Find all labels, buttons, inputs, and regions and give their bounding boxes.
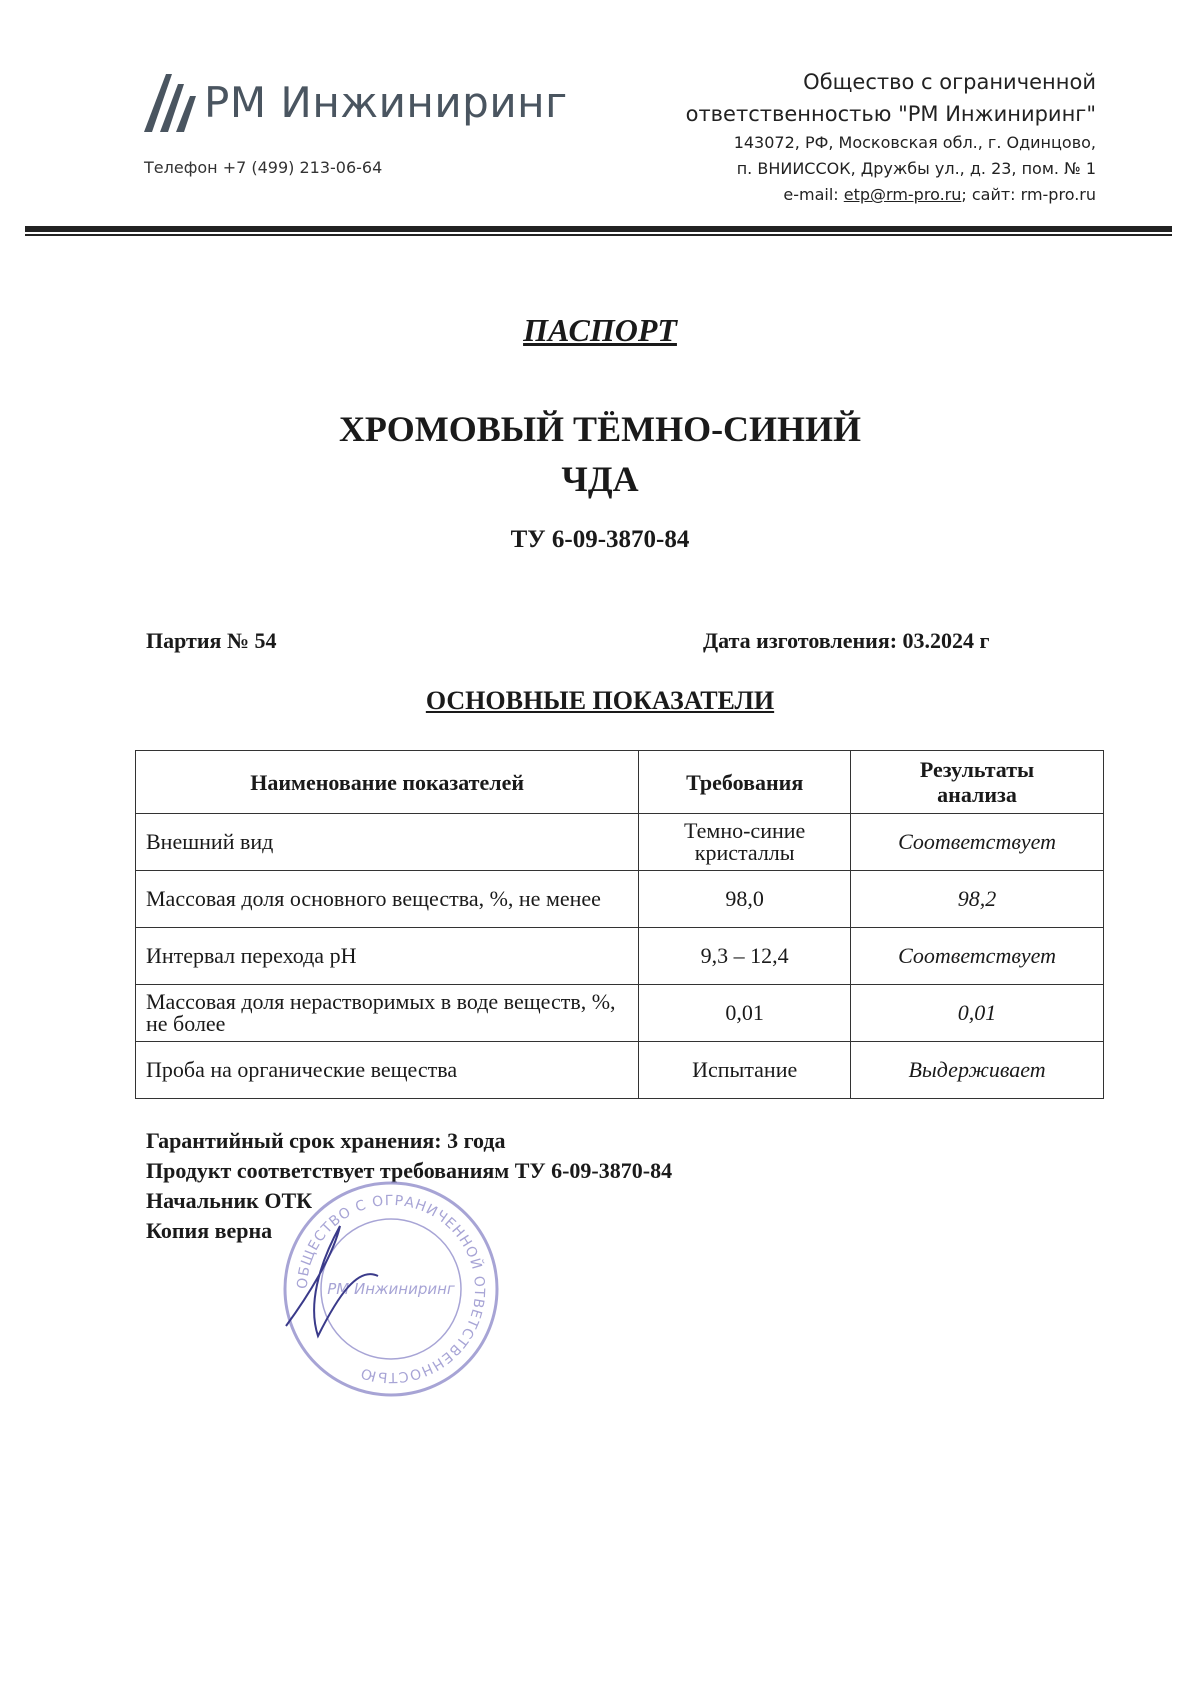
row-result: Выдерживает bbox=[851, 1042, 1104, 1099]
header-name: Наименование показателей bbox=[136, 751, 639, 814]
row-name: Массовая доля нерастворимых в воде веществ, %, не более bbox=[136, 985, 639, 1042]
company-stamp bbox=[278, 1176, 504, 1402]
section-title: ОСНОВНЫЕ ПОКАЗАТЕЛИ bbox=[425, 686, 775, 715]
shelf-life: Гарантийный срок хранения: 3 года bbox=[146, 1128, 506, 1153]
row-requirement-text: Темно-синие кристаллы bbox=[684, 818, 806, 865]
header-result-text: Результаты анализа bbox=[919, 757, 1035, 807]
row-name: Внешний вид bbox=[136, 814, 639, 871]
stamp-center-text: РМ Инжиниринг bbox=[327, 1280, 455, 1298]
spec-number: ТУ 6-09-3870-84 bbox=[510, 526, 690, 553]
company-address-line2: п. ВНИИССОК, Дружбы ул., д. 23, пом. № 1 bbox=[736, 159, 1096, 178]
company-details bbox=[686, 66, 1096, 208]
company-phone: Телефон +7 (499) 213-06-64 bbox=[144, 158, 383, 177]
table-header-row bbox=[136, 751, 1104, 814]
table-row bbox=[136, 985, 1104, 1042]
stamp-ring-text: ОБЩЕСТВО С ОГРАНИЧЕННОЙ ОТВЕТСТВЕННОСТЬЮ bbox=[294, 1192, 488, 1386]
row-requirement bbox=[639, 814, 851, 871]
document-title: ПАСПОРТ bbox=[523, 312, 677, 348]
product-name-line1: ХРОМОВЫЙ ТЁМНО-СИНИЙ bbox=[338, 409, 862, 449]
table-row bbox=[136, 871, 1104, 928]
table-row bbox=[136, 928, 1104, 985]
header-rule-thin bbox=[25, 234, 1172, 236]
batch-number: Партия № 54 bbox=[146, 628, 277, 653]
header-requirement: Требования bbox=[639, 751, 851, 814]
row-name: Массовая доля основного вещества, %, не менее bbox=[136, 871, 639, 928]
row-result: Соответствует bbox=[851, 814, 1104, 871]
compliance-statement: Продукт соответствует требованиям ТУ 6-09-3870-84 bbox=[146, 1158, 673, 1183]
logo-mark-icon bbox=[142, 70, 200, 134]
header-rule-thick bbox=[25, 226, 1172, 232]
row-requirement: 0,01 bbox=[639, 985, 851, 1042]
product-name-line2: ЧДА bbox=[561, 459, 639, 499]
row-result: 0,01 bbox=[851, 985, 1104, 1042]
row-name: Проба на органические вещества bbox=[136, 1042, 639, 1099]
table-row bbox=[136, 1042, 1104, 1099]
company-address-line1: 143072, РФ, Московская обл., г. Одинцово, bbox=[733, 133, 1096, 152]
site-text: ; сайт: rm-pro.ru bbox=[961, 185, 1096, 204]
header-result bbox=[851, 751, 1104, 814]
row-result: 98,2 bbox=[851, 871, 1104, 928]
row-requirement: 98,0 bbox=[639, 871, 851, 928]
manufacture-date: Дата изготовления: 03.2024 г bbox=[703, 628, 990, 653]
row-requirement: 9,3 – 12,4 bbox=[639, 928, 851, 985]
indicators-table bbox=[135, 750, 1104, 1099]
row-name: Интервал перехода pH bbox=[136, 928, 639, 985]
company-contacts bbox=[686, 182, 1096, 208]
copy-certified-label: Копия верна bbox=[146, 1218, 273, 1243]
email-link[interactable]: etp@rm-pro.ru bbox=[843, 185, 962, 204]
table-row bbox=[136, 814, 1104, 871]
row-requirement: Испытание bbox=[639, 1042, 851, 1099]
qc-head-label: Начальник ОТК bbox=[146, 1188, 313, 1213]
row-result: Соответствует bbox=[851, 928, 1104, 985]
email-label: e-mail: bbox=[783, 185, 844, 204]
company-name-line1: Общество с ограниченной bbox=[803, 70, 1096, 94]
logo-text: РМ Инжиниринг bbox=[204, 77, 568, 127]
company-name-line2: ответственностью "РМ Инжиниринг" bbox=[685, 102, 1096, 126]
company-logo bbox=[142, 66, 568, 138]
